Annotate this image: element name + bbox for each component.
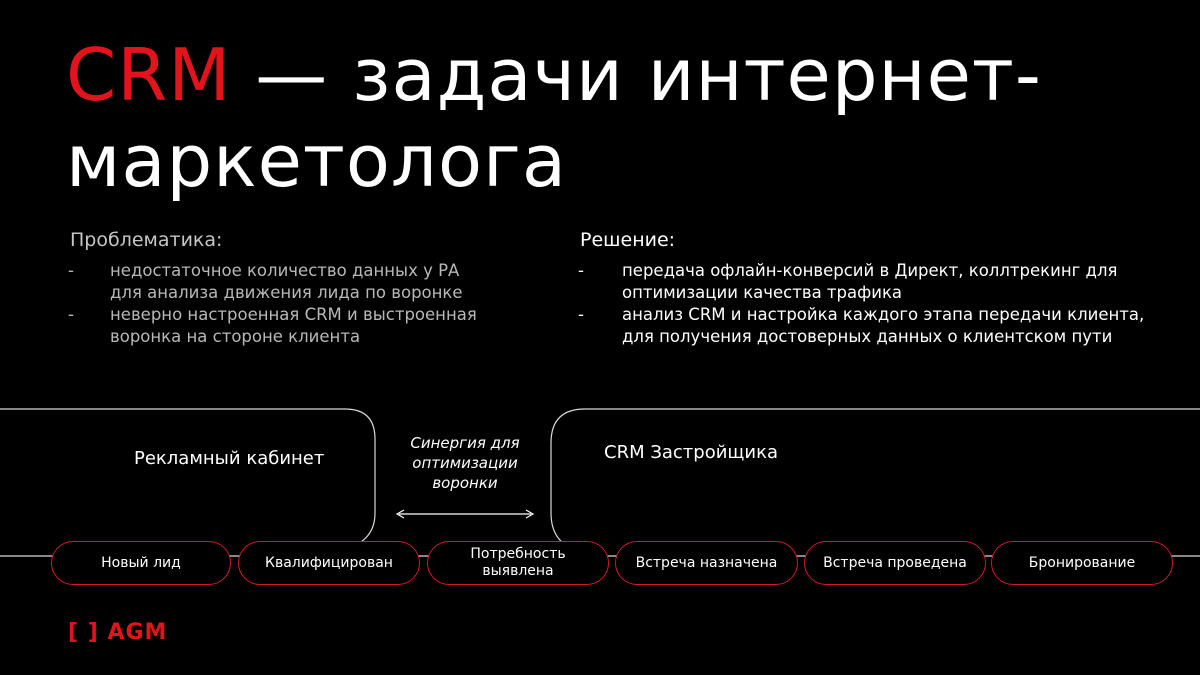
bracket-logo-icon: [ ] (68, 620, 99, 645)
stage-pill: Новый лид (51, 541, 231, 585)
problems-heading: Проблематика: (70, 229, 223, 251)
stage-pill: Встреча назначена (615, 541, 798, 585)
bullet-dash: - (578, 305, 584, 324)
bullet-dash: - (578, 261, 584, 280)
double-arrow-icon (397, 510, 533, 518)
synergy-label: Синергия для оптимизации воронки (410, 434, 520, 492)
agm-logo (68, 620, 167, 646)
list-item-text: неверно настроенная CRM и выстроенная воронка на стороне клиента (110, 305, 477, 346)
list-item-text: анализ CRM и настройка каждого этапа передачи клиента, для получения достоверных данных о клиентском пути (622, 305, 1145, 346)
title-line2: маркетолога (66, 119, 567, 203)
stage-pill: Квалифицирован (238, 541, 420, 585)
list-item-text: передача офлайн-конверсий в Директ, коллтрекинг для оптимизации качества трафика (622, 261, 1118, 302)
stage-pill: Потребность выявлена (427, 541, 609, 585)
stage-pill: Бронирование (991, 541, 1173, 585)
stage-pill: Встреча проведена (804, 541, 986, 585)
title-accent: CRM (66, 33, 232, 117)
solution-heading: Решение: (580, 229, 676, 251)
ad-cabinet-label: Рекламный кабинет (134, 448, 325, 469)
crm-label: CRM Застройщика (604, 442, 778, 463)
title-rest: — задачи интернет- (231, 33, 1042, 117)
bullet-dash: - (68, 305, 74, 324)
logo-text: AGM (107, 620, 168, 645)
crm-frame (551, 409, 1200, 550)
bullet-dash: - (68, 261, 74, 280)
ad-cabinet-frame (0, 409, 375, 551)
list-item-text: недостаточное количество данных у РА для анализа движения лида по воронке (110, 261, 463, 302)
